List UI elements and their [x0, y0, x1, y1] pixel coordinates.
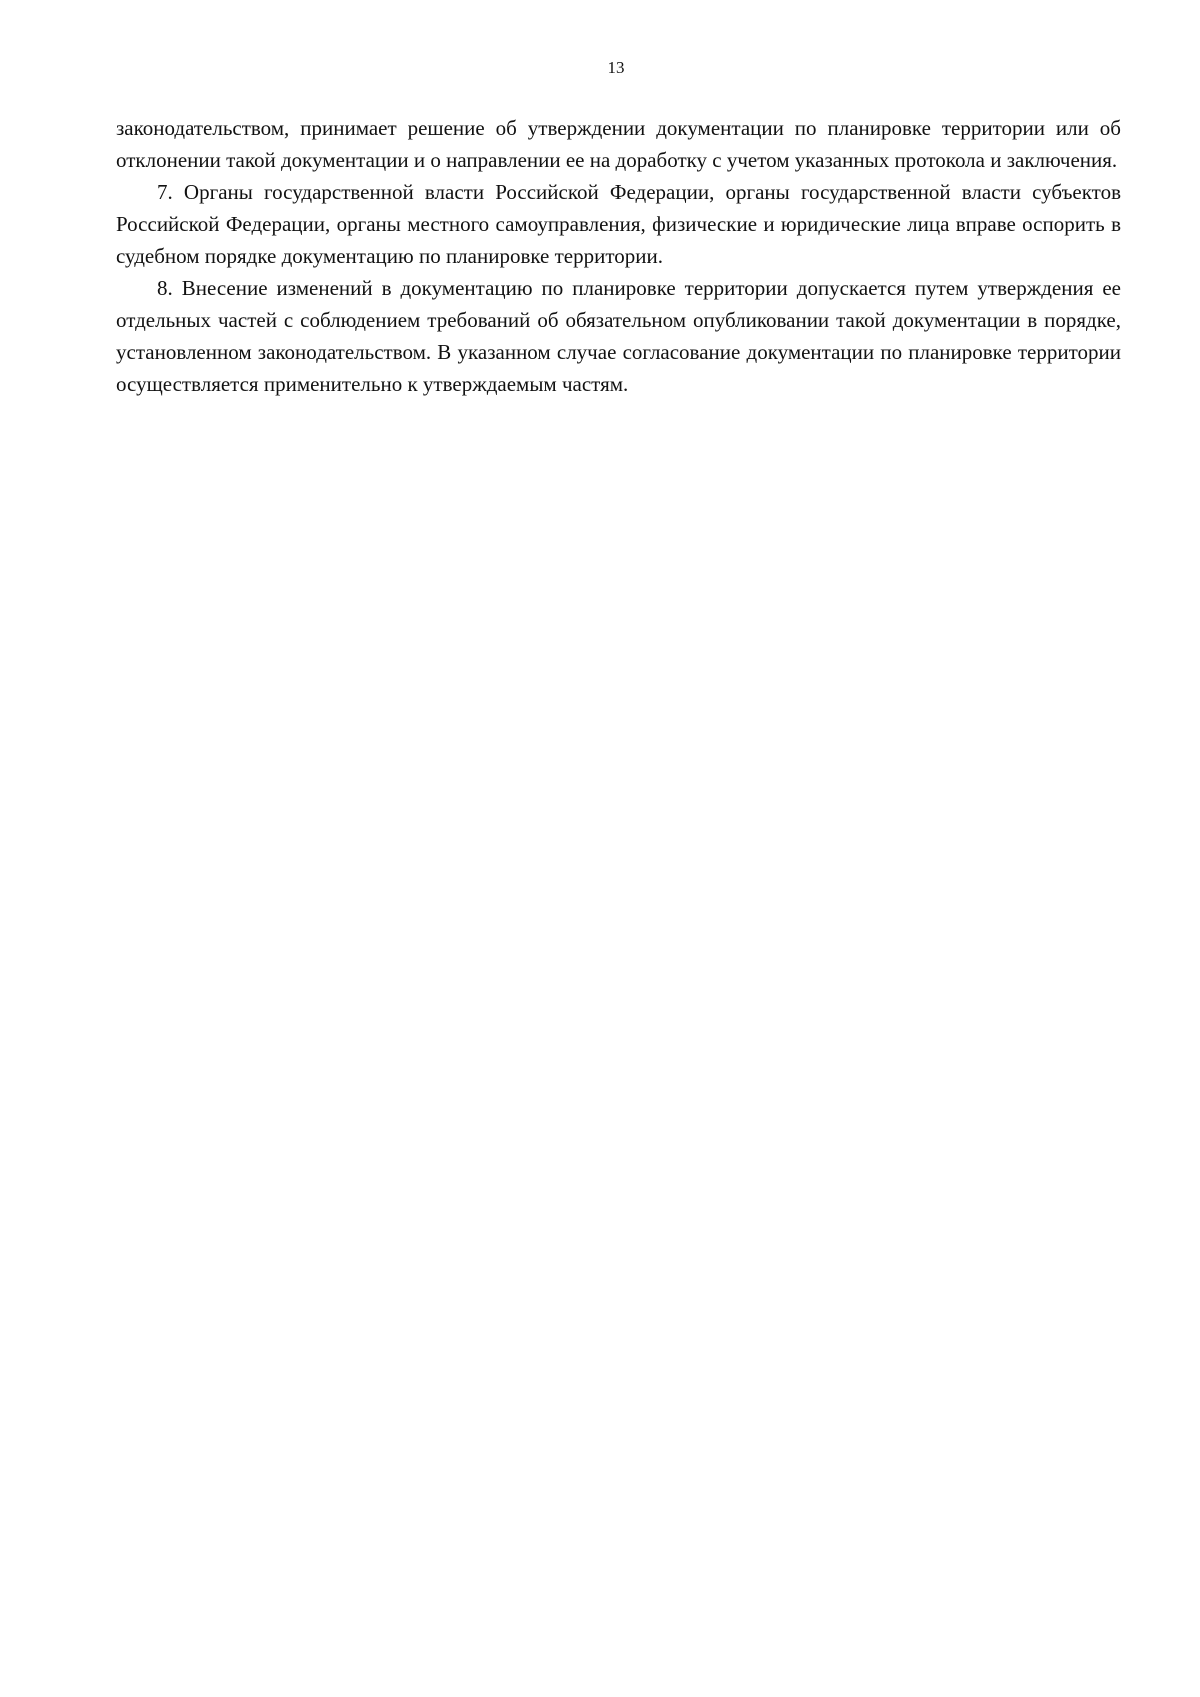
page-number: 13	[607, 58, 625, 77]
paragraph-item-8: 8. Внесение изменений в документацию по планировке территории допускается путем утверждения ее отдельных частей с соблюдением требований об обязательном опубликовании такой документации в порядке, установленном законодательством. В указанном случае согласование документации по планировке территории осуществляется применительно к утверждаемым частям.	[116, 276, 1121, 396]
document-body	[116, 112, 1121, 400]
paragraph-item-7: 7. Органы государственной власти Российской Федерации, органы государственной власти субъектов Российской Федерации, органы местного самоуправления, физические и юридические лица вправе оспорить в судебном порядке документацию по планировке территории.	[116, 180, 1121, 268]
paragraph-continuation: законодательством, принимает решение об утверждении документации по планировке территории или об отклонении такой документации и о направлении ее на доработку с учетом указанных протокола и заключения.	[116, 116, 1121, 172]
